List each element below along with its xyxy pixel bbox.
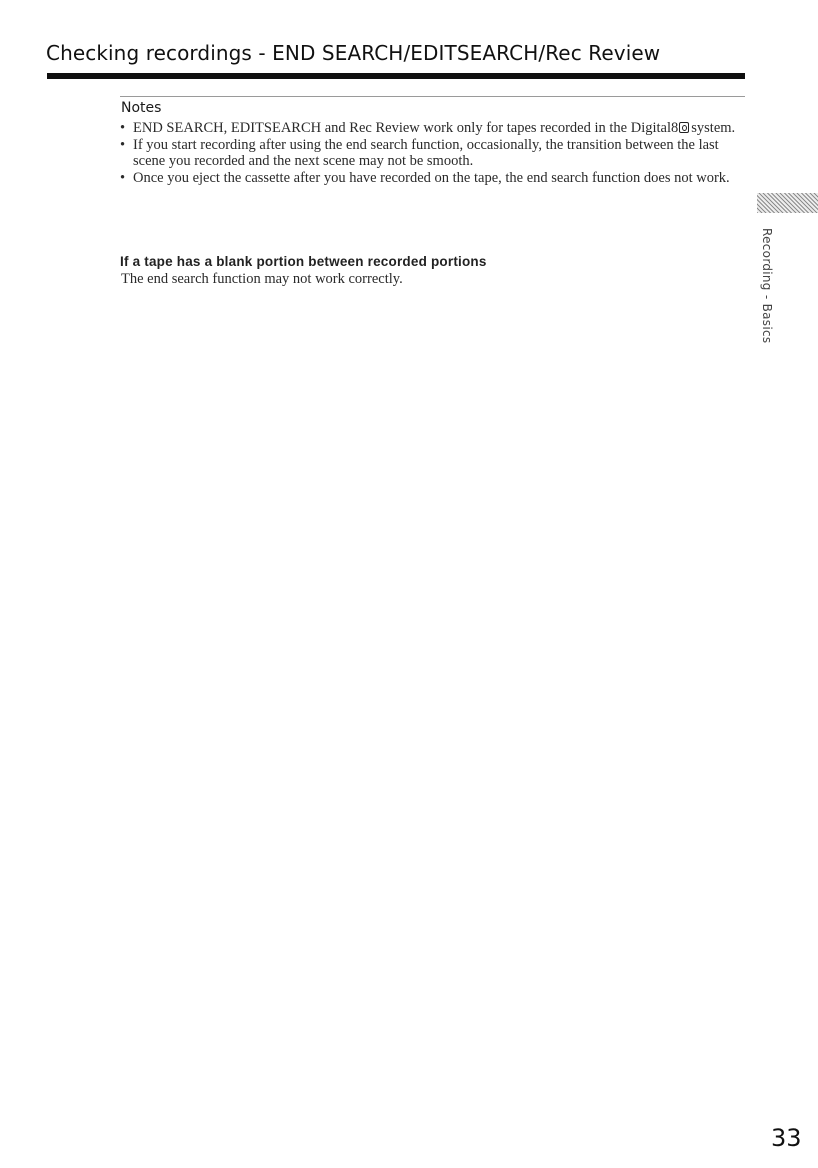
digital8-logo-icon <box>679 122 689 133</box>
note-text: Once you eject the cassette after you have recorded on the tape, the end search function does not work. <box>133 169 730 186</box>
note-text: END SEARCH, EDITSEARCH and Rec Review work only for tapes recorded in the Digital8 <box>133 120 679 136</box>
title-rule <box>47 73 745 79</box>
notes-heading: Notes <box>121 100 162 116</box>
notes-divider <box>120 96 745 97</box>
note-item <box>112 170 737 187</box>
note-text: If you start recording after using the end search function, occasionally, the transition between the last scene you recorded and the next scene may not be smooth. <box>133 136 719 169</box>
notes-list <box>112 120 737 186</box>
page-number: 33 <box>771 1124 802 1152</box>
bullet: • <box>120 120 126 136</box>
section-body: The end search function may not work correctly. <box>121 271 403 287</box>
note-item <box>112 120 737 137</box>
section-heading: If a tape has a blank portion between recorded portions <box>120 254 487 269</box>
note-item <box>112 137 737 170</box>
bullet: • <box>120 136 126 153</box>
note-text-continued: system. <box>691 120 736 136</box>
side-tab-pattern <box>757 193 818 213</box>
side-tab-label: Recording - Basics <box>760 228 774 344</box>
bullet: • <box>120 169 126 186</box>
page-title: Checking recordings - END SEARCH/EDITSEARCH/Rec Review <box>46 41 661 65</box>
